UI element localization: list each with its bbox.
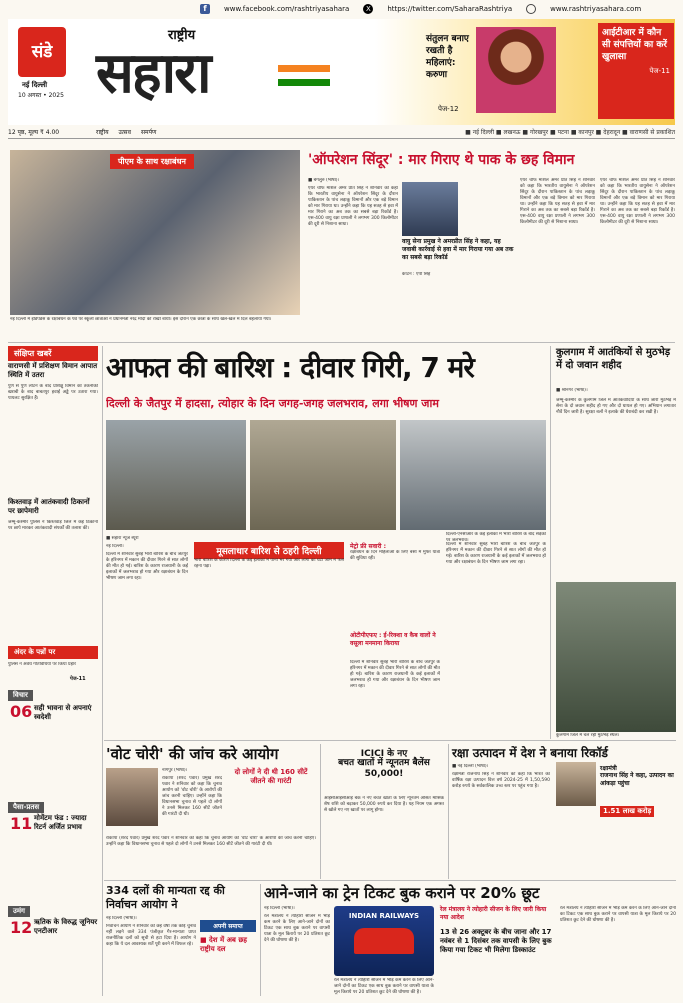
promo-page-1: पेज-12 — [438, 105, 459, 113]
vote-body-1: राकांपा (शरद पवार) प्रमुख शरद पवार ने शनिवार को कहा कि चुनाव आयोग को 'वोट चोरी' के आरोपों की जांच करनी चाहिए। उन्होंने कहा कि विधानसभा चुनाव से पहले दो लोगों ने उनसे मिलकर 160 सीटें जीतने की गारंटी दी थी। — [162, 776, 222, 817]
parties-headline[interactable]: 334 दलों की मान्यता रद्द की निर्वाचन आयोग ने — [106, 884, 225, 911]
promo-portrait — [476, 27, 556, 113]
delhi-body-2: दिल्ली में शनिवार सुबह भारी बारिश के बीच जैतपुर के हरिनगर में मकान की दीवार गिरने से सात लोगों की मौत हो गई। बारिश के कारण राजधानी के कई इलाकों में जलभराव हो गया और रक्षाबंधन के दिन भीषण जाम लगा रहा। — [350, 660, 440, 689]
social-bar — [0, 0, 683, 17]
delhi-dateline: नई दिल्ली। — [106, 544, 124, 549]
sindoor-headline[interactable]: 'ऑपरेशन सिंदूर' : मार गिराए थे पाक के छह विमान — [308, 152, 575, 168]
section-strip — [8, 127, 675, 139]
delhi-body-3: दिल्ली में शनिवार सुबह भारी बारिश के बीच जैतपुर के हरिनगर में मकान की दीवार गिरने से सात लोगों की मौत हो गई। बारिश के कारण राजधानी के कई इलाकों में जलभराव हो गया और रक्षाबंधन के दिन भीषण जाम लगा रहा। — [446, 542, 546, 565]
defence-stat-label: रक्षामंत्री — [600, 765, 617, 772]
rail-body-3: रेल मंत्रालय ने त्योहारी सीजन में भीड़ कम करने के लिए आने-जाने दोनों का टिकट एक साथ बुक कराने पर वापसी यात्रा के मूल किराये पर 20 प्रतिशत छूट देने की घोषणा की है। — [560, 906, 676, 923]
sunday-label: संडे — [31, 42, 53, 62]
editions-line: ■ नई दिल्ली ■ लखनऊ ■ गोरखपुर ■ पटना ■ कानपुर ■ देहरादून ■ वाराणसी से प्रकाशित — [465, 129, 675, 136]
rail-dateline: नई दिल्ली (भाषा)। — [264, 906, 295, 911]
icici-body: आईसीआईसीआई बैंक ने नए बचत खातों के लिए न्यूनतम औसत मासिक शेष राशि को बढ़ाकर 50,000 रुपये कर दिया है। यह नियम एक अगस्त से खोले गए नए खातों पर लागू होगा। — [324, 796, 444, 813]
paper-name: सहारा — [96, 40, 210, 106]
delhi-byline: ■ सहारा न्यूज ब्यूरो — [106, 536, 139, 541]
rail-logo-card — [334, 906, 434, 976]
inside-sec3-text[interactable]: ऋतिक के विरुद्ध जूनियर एनटीआर — [34, 918, 98, 935]
kulgam-photo — [556, 582, 676, 732]
globe-icon — [526, 4, 536, 14]
defence-dateline: ■ नई दिल्ली (भाषा)। — [452, 764, 489, 769]
paper-name-small: राष्ट्रीय — [168, 28, 196, 43]
sindoor-dateline: ■ बेंगलुरु (भाषा)। — [308, 178, 340, 183]
inside-header: अंदर के पन्नों पर — [8, 646, 98, 659]
inside-sec1: विचार — [8, 690, 33, 701]
twitter-link[interactable]: https://twitter.com/SaharaRashtriya — [387, 4, 513, 13]
delhi-subhead: दिल्ली के जैतपुर में हादसा, त्योहार के दिन जगह-जगह जलभराव, लगा भीषण जाम — [106, 397, 439, 410]
promo-text-1[interactable]: संतुलन बनाए रखती है महिलाएं: करुणा — [426, 34, 469, 80]
edition-city: नई दिल्ली — [22, 81, 48, 89]
rail-body-1: रेल मंत्रालय ने त्योहारी सीजन में भीड़ कम करने के लिए आने-जाने दोनों का टिकट एक साथ बुक कराने पर वापसी यात्रा के मूल किराये पर 20 प्रतिशत छूट देने की घोषणा की है। — [264, 914, 330, 943]
promo-page-2: पेज-11 — [649, 67, 670, 75]
rakshabandhan-photo — [10, 150, 300, 315]
kulgam-headline[interactable]: कुलगाम में आतंकियों से मुठभेड़ में दो जवान शहीद — [556, 347, 671, 371]
facebook-icon: f — [200, 4, 210, 14]
kulgam-caption: कुलगाम जिले में चल रही मुठभेड़ स्थल। — [556, 733, 620, 738]
inside-sec1-page: 06 — [10, 702, 33, 721]
delhi-ipo-title: ओटीपीएफए : ई-रिक्शा व कैब वालों ने वसूला मनमाना किराया — [350, 632, 436, 647]
vote-headline[interactable]: 'वोट चोरी' की जांच करे आयोग — [106, 745, 279, 763]
masthead — [8, 19, 675, 125]
inside-sec3-page: 12 — [10, 918, 33, 937]
defence-body: रक्षामंत्री राजनाथ सिंह ने शनिवार को कहा कि भारत का वार्षिक रक्षा उत्पादन वित्त वर्ष 2024-25 में 1,50,590 करोड़ रुपये के सर्वकालिक उच्च स्तर पर पहुंच गया है। — [452, 772, 550, 789]
promo-box-2[interactable] — [598, 23, 674, 119]
delhi-photo-2 — [250, 420, 396, 530]
inside-sec2-page: 11 — [10, 814, 33, 833]
rail-body-2: रेल मंत्रालय ने त्योहारी सीजन में भीड़ कम करने के लिए आने-जाने दोनों का टिकट एक साथ बुक कराने पर वापसी यात्रा के मूल किराये पर 20 प्रतिशत छूट देने की घोषणा की है। — [334, 978, 434, 995]
delhi-box-title[interactable]: मूसलाधार बारिश से ठहरी दिल्ली — [194, 542, 344, 559]
delhi-metro-body: रक्षाबंधन के दिन महिलाओं के लिए बसों में मुफ्त यात्रा की सुविधा रही। — [350, 550, 440, 561]
parties-badge-1: अपनी समाप्त — [200, 920, 256, 932]
rail-headline[interactable]: आने-जाने का ट्रेन टिकट बुक कराने पर 20% छूट — [264, 884, 540, 902]
defence-headline[interactable]: रक्षा उत्पादन में देश ने बनाया रिकॉर्ड — [452, 746, 608, 760]
sindoor-body-3: एयर चीफ मार्शल अमर प्रीत सिंह ने शनिवार को कहा कि भारतीय वायुसेना ने ऑपरेशन सिंदूर के दौरान पाकिस्तान के पांच लड़ाकू विमानों और एक बड़े विमान को मार गिराया था। उन्होंने कहा कि यह सतह से हवा में मार गिराने का अब तक का सबसे बड़ा रिकॉर्ड है। एस-400 वायु रक्षा प्रणाली ने लगभग 300 किलोमीटर की दूरी से निशाना साधा। — [600, 178, 675, 225]
section-3[interactable]: समर्पण — [140, 129, 157, 136]
delhi-photo-1 — [106, 420, 246, 530]
facebook-link[interactable]: www.facebook.com/rashtriyasahara — [224, 4, 350, 13]
defence-stat-value: 1.51 लाख करोड़ — [600, 806, 654, 817]
sindoor-quote-credit: कैप्टन : एपी सिंह — [402, 272, 431, 277]
sankshipt-item2-body: जम्मू-कश्मीर पुलिस ने किश्तवाड़ जिले में कई ठिकानों पर छापे मारकर आतंकवादी संपर्कों की तलाश की। — [8, 520, 98, 531]
inside-sec2: पैसा-प्रतस — [8, 802, 44, 813]
defence-stat-text: राजनाथ सिंह ने कहा, उत्पादन का आंकड़ा पहुंचा — [600, 772, 674, 787]
raksha-label: पीएम के साथ रक्षाबंधन — [110, 154, 194, 169]
pawar-photo — [106, 768, 158, 826]
delhi-box-body: भारी बारिश के कारण दिल्ली के कई इलाकों में पानी भर गया और लोगों को घंटों जाम में फंसे रहना पड़ा। — [194, 558, 344, 569]
vote-quote: दो लोगों ने दी थी 160 सीटें जीतने की गारंटी — [234, 768, 308, 785]
website-link[interactable]: www.rashtriyasahara.com — [550, 4, 642, 13]
inside-sec3: उमंग — [8, 906, 30, 917]
promo-text-2: आईटीआर में कौन सी संपत्तियों का करें खुलासा — [602, 28, 667, 62]
inside-top[interactable]: पुलिस ने अवैध गतिविधियों पर किया प्रहार — [8, 662, 76, 667]
rail-point-1: रेल मंत्रालय ने त्योहारी सीजन के लिए जारी किया नया आदेश — [440, 906, 547, 921]
pages-price: 12 पृष्ठ, मूल्य ₹ 4.00 — [8, 129, 60, 136]
section-1[interactable]: राष्ट्रीय — [96, 129, 109, 136]
parties-body: निर्वाचन आयोग ने शनिवार को छह वर्षों तक कोई चुनाव नहीं लड़ने वाले 334 पंजीकृत गैर-मान्यता प्राप्त राजनीतिक दलों को सूची से हटा दिया है। आयोग ने कहा कि ये दल आवश्यक शर्तें पूरी करने में विफल रहे। — [106, 924, 196, 947]
icici-text-2[interactable]: बचत खातों में न्यूनतम बैलेंस 50,000! — [338, 758, 430, 779]
kulgam-body: जम्मू-कश्मीर के कुलगाम जिले में आतंकवादियों के साथ जारी मुठभेड़ में सेना के दो जवान शहीद हो गए और दो घायल हो गए। अभियान लगातार नौवें दिन जारी है। सुरक्षा बलों ने इलाके की घेराबंदी कर रखी है। — [556, 398, 676, 415]
sunday-badge — [18, 27, 66, 77]
sankshipt-item1-title[interactable]: वाराणसी में प्रशिक्षण विमान आपात स्थिति में उतरा — [8, 362, 98, 379]
delhi-headline[interactable]: आफत की बारिश : दीवार गिरी, 7 मरे — [106, 351, 474, 384]
parties-dateline: नई दिल्ली (भाषा)। — [106, 916, 137, 921]
x-icon: X — [363, 4, 373, 14]
delhi-metro-title: मेट्रो फ्री सवारी : — [350, 543, 386, 550]
inside-top-page: पेज-11 — [70, 676, 86, 682]
sankshipt-header: संक्षिप्त खबरें — [8, 346, 98, 361]
rail-point-2: 13 से 26 अक्टूबर के बीच जाना और 17 नवंबर से 1 दिसंबर तक वापसी के लिए बुक किया गया टिकट भी मिलेगा डिस्काउंट — [440, 928, 552, 954]
inside-sec2-text[interactable]: मोमेंटम फंड : ज्यादा रिटर्न अर्जित प्रभाव — [34, 814, 87, 831]
delhi-body-1: दिल्ली में शनिवार सुबह भारी बारिश के बीच जैतपुर के हरिनगर में मकान की दीवार गिरने से सात लोगों की मौत हो गई। बारिश के कारण राजधानी के कई इलाकों में जलभराव हो गया और रक्षाबंधन के दिन भीषण जाम लगा रहा। — [106, 552, 188, 581]
rajnath-photo — [556, 762, 596, 806]
delhi-photo-3 — [400, 420, 546, 530]
icici-text-1: ICICI के नए — [360, 749, 408, 759]
sindoor-body-1: एयर चीफ मार्शल अमर प्रीत सिंह ने शनिवार को कहा कि भारतीय वायुसेना ने ऑपरेशन सिंदूर के दौरान पाकिस्तान के पांच लड़ाकू विमानों और एक बड़े विमान को मार गिराया था। उन्होंने कहा कि यह सतह से हवा में मार गिराने का अब तक का सबसे बड़ा रिकॉर्ड है। एस-400 वायु रक्षा प्रणाली ने लगभग 300 किलोमीटर की दूरी से निशाना साधा। — [308, 186, 398, 227]
air-chief-photo — [402, 182, 458, 236]
edition-date: 10 अगस्त • 2025 — [18, 92, 64, 99]
vote-body-2: राकांपा (शरद पवार) प्रमुख शरद पवार ने शनिवार को कहा कि चुनाव आयोग को 'वोट चोरी' के आरोपों की जांच करनी चाहिए। उन्होंने कहा कि विधानसभा चुनाव से पहले दो लोगों ने उनसे मिलकर 160 सीटें जीतने की गारंटी दी थी। — [106, 836, 316, 847]
kulgam-dateline: ■ श्रीनगर (भाषा)। — [556, 388, 588, 393]
tricolor-accent — [278, 65, 330, 87]
sindoor-body-2: एयर चीफ मार्शल अमर प्रीत सिंह ने शनिवार को कहा कि भारतीय वायुसेना ने ऑपरेशन सिंदूर के दौरान पाकिस्तान के पांच लड़ाकू विमानों और एक बड़े विमान को मार गिराया था। उन्होंने कहा कि यह सतह से हवा में मार गिराने का अब तक का सबसे बड़ा रिकॉर्ड है। एस-400 वायु रक्षा प्रणाली ने लगभग 300 किलोमीटर की दूरी से निशाना साधा। — [520, 178, 595, 225]
parties-badge-2: ■ देश में अब छह राष्ट्रीय दल — [200, 936, 247, 953]
sankshipt-item1-body: पुणे से पुणे लौटने के बाद प्रशिक्षु विमान को तकनीकी खराबी के बाद बाबतपुर हवाई अड्डे पर उतारा गया। पायलट सुरक्षित हैं। — [8, 384, 98, 401]
section-2[interactable]: उत्सव — [118, 129, 131, 136]
rail-logo: INDIAN RAILWAYS — [348, 912, 420, 920]
inside-sec1-text[interactable]: सही भावना से अपनाएं स्वदेशी — [34, 704, 92, 721]
train-icon — [354, 928, 414, 954]
vote-dateline: नागपुर (भाषा)। — [162, 768, 188, 773]
sindoor-quote: वायु सेना प्रमुख ने अमरप्रीत सिंह ने कहा, यह जवाबी कार्रवाई से हवा में मार गिराया गया अब तक का सबसे बड़ा रिकॉर्ड — [402, 238, 514, 261]
sankshipt-item2-title[interactable]: किश्तवाड़ में आतंकवादी ठिकानों पर छापेमारी — [8, 498, 90, 515]
delhi-caption: दिल्ली-एनसीआर के कई इलाकों में भारी बारिश के बाद सड़कों पर जलभराव। — [446, 532, 546, 543]
raksha-caption: नई दिल्ली में इंडिपेंडेंस के रक्षाबंधन के पर्व पर स्कूली छात्राओं ने प्रधानमंत्री नरेंद्र मोदी को राखी बांधी। इस दौरान एक छात्रा के साथ खेल-खेल में दिल बहलाया गया। — [10, 317, 272, 322]
